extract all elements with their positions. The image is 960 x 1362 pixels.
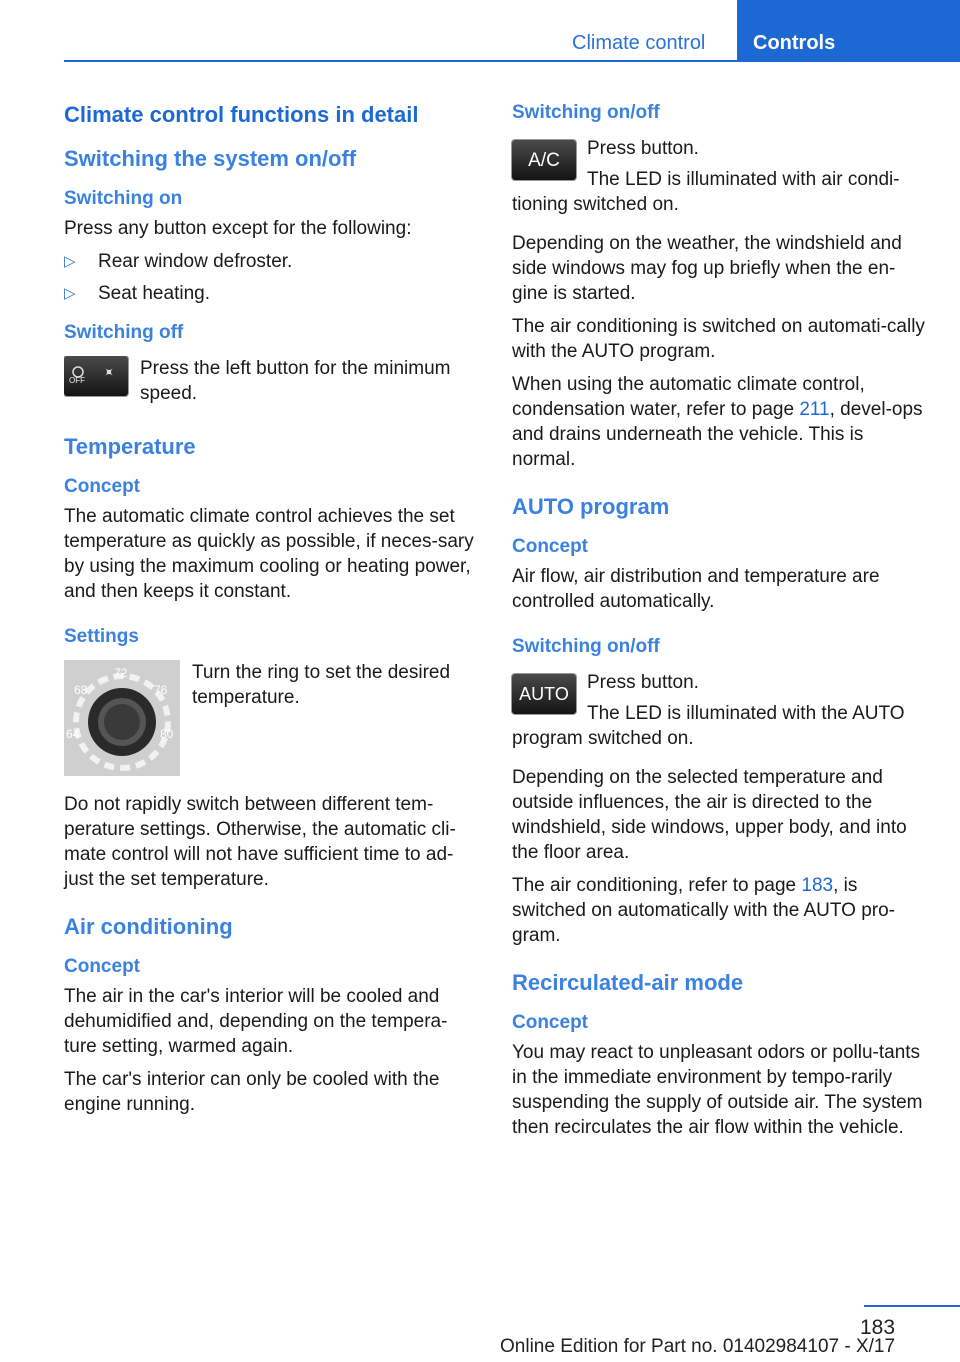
footer-edition: Online Edition for Part no. 01402984107 - X/17 [500,1336,896,1357]
recirc-concept-text: You may react to unpleasant odors or pollu-tants in the immediate environment by tempo-rarily suspending the supply of outside air. The system then recirculates the air flow within the vehicle. [512,1042,923,1138]
ac-led-text: The LED is illuminated with air condi-tioning switched on. [512,169,900,215]
footer-divider [864,1305,960,1307]
auto-press-text: Press button. [587,672,699,693]
subheading-concept: Concept [64,476,140,497]
triangle-bullet-icon: ▷ [64,253,76,270]
subheading-ac-switching-on-off: Switching on/off [512,102,660,123]
dial-mark: 72 [114,666,128,680]
header-section-title: Climate control [572,32,706,54]
ac-weather-text: Depending on the weather, the windshield and side windows may fog up briefly when the en-gine is started. [512,233,902,304]
switching-off-figure [64,356,480,414]
dial-mark: 80 [160,727,174,741]
subheading-concept: Concept [512,536,588,557]
ac-auto-text: The air conditioning is switched on automati-cally with the AUTO program. [512,316,925,362]
subheading-switching-on: Switching on [64,188,183,209]
ac-button-figure [512,136,928,217]
settings-text: Turn the ring to set the desired temperature. [192,662,451,708]
subheading-concept: Concept [512,1012,588,1033]
subheading-settings: Settings [64,626,139,647]
list-item-text: Seat heating. [98,283,210,304]
auto-depending-text: Depending on the selected temperature and outside influences, the air is directed to the windshield, side windows, upper body, and into the floor area. [512,767,907,863]
ac-water-text [512,372,928,472]
page-link-211[interactable]: 211 [799,399,830,420]
dial-mark: 68 [74,683,88,697]
auto-ac-text-start: The air conditioning, refer to page [512,875,802,896]
exception-list [64,249,480,306]
page-link-183[interactable]: 183 [801,875,834,896]
auto-concept-text: Air flow, air distribution and temperature are controlled automatically. [512,566,880,612]
section-heading-auto-program: AUTO program [512,494,670,519]
left-column [64,100,480,1125]
page-number: 183 [860,1316,896,1339]
off-label: OFF [69,376,85,385]
section-heading-system-on-off: Switching the system on/off [64,146,357,171]
settings-note-text: Do not rapidly switch between different tem-perature settings. Otherwise, the automatic cli-mate control will not have sufficient time to ad-just the set temperature. [64,794,456,890]
auto-led-text: The LED is illuminated with the AUTO program switched on. [512,703,905,749]
auto-ac-text-end: , is switched on automatically with the AUTO pro-gram. [512,875,895,946]
dial-mark: 64 [66,727,80,741]
auto-ac-text [512,873,928,948]
temperature-concept-text: The automatic climate control achieves the set temperature as quickly as possible, if neces-sary by using the maximum cooling or heating power, and then keeps it constant. [64,506,474,602]
page-title: Climate control functions in detail [64,102,419,127]
ac-water-text-end: , devel-ops and drains underneath the vehicle. This is normal. [512,399,923,470]
ac-press-text: Press button. [587,138,699,159]
subheading-concept: Concept [64,956,140,977]
switching-on-text: Press any button except for the following: [64,218,412,239]
temperature-dial-image [64,660,180,776]
auto-button-image: AUTO [512,674,576,714]
section-heading-air-conditioning: Air conditioning [64,914,233,939]
section-heading-recirculated-air: Recirculated-air mode [512,970,744,995]
ac-button-image: A/C [512,140,576,180]
triangle-bullet-icon: ▷ [64,285,76,302]
list-item [64,249,480,274]
dial-mark: 76 [154,683,168,697]
section-heading-temperature: Temperature [64,434,196,459]
ac-concept-text-2: The car's interior can only be cooled with the engine running. [64,1069,440,1115]
subheading-auto-switching-on-off: Switching on/off [512,636,660,657]
ac-concept-text-1: The air in the car's interior will be cooled and dehumidified and, depending on the tempera-ture setting, warmed again. [64,986,448,1057]
switching-off-text: Press the left button for the minimum speed. [140,358,451,404]
subheading-switching-off: Switching off [64,322,184,343]
settings-figure [64,660,480,776]
header-divider [64,60,960,62]
header-tab-controls[interactable]: Controls [737,0,960,60]
auto-button-figure [512,670,928,751]
ac-water-text-start: When using the automatic climate control, condensation water, refer to page [512,374,865,420]
list-item [64,281,480,306]
fan-off-button-image [64,356,128,396]
right-column [512,100,928,1148]
list-item-text: Rear window defroster. [98,251,293,272]
